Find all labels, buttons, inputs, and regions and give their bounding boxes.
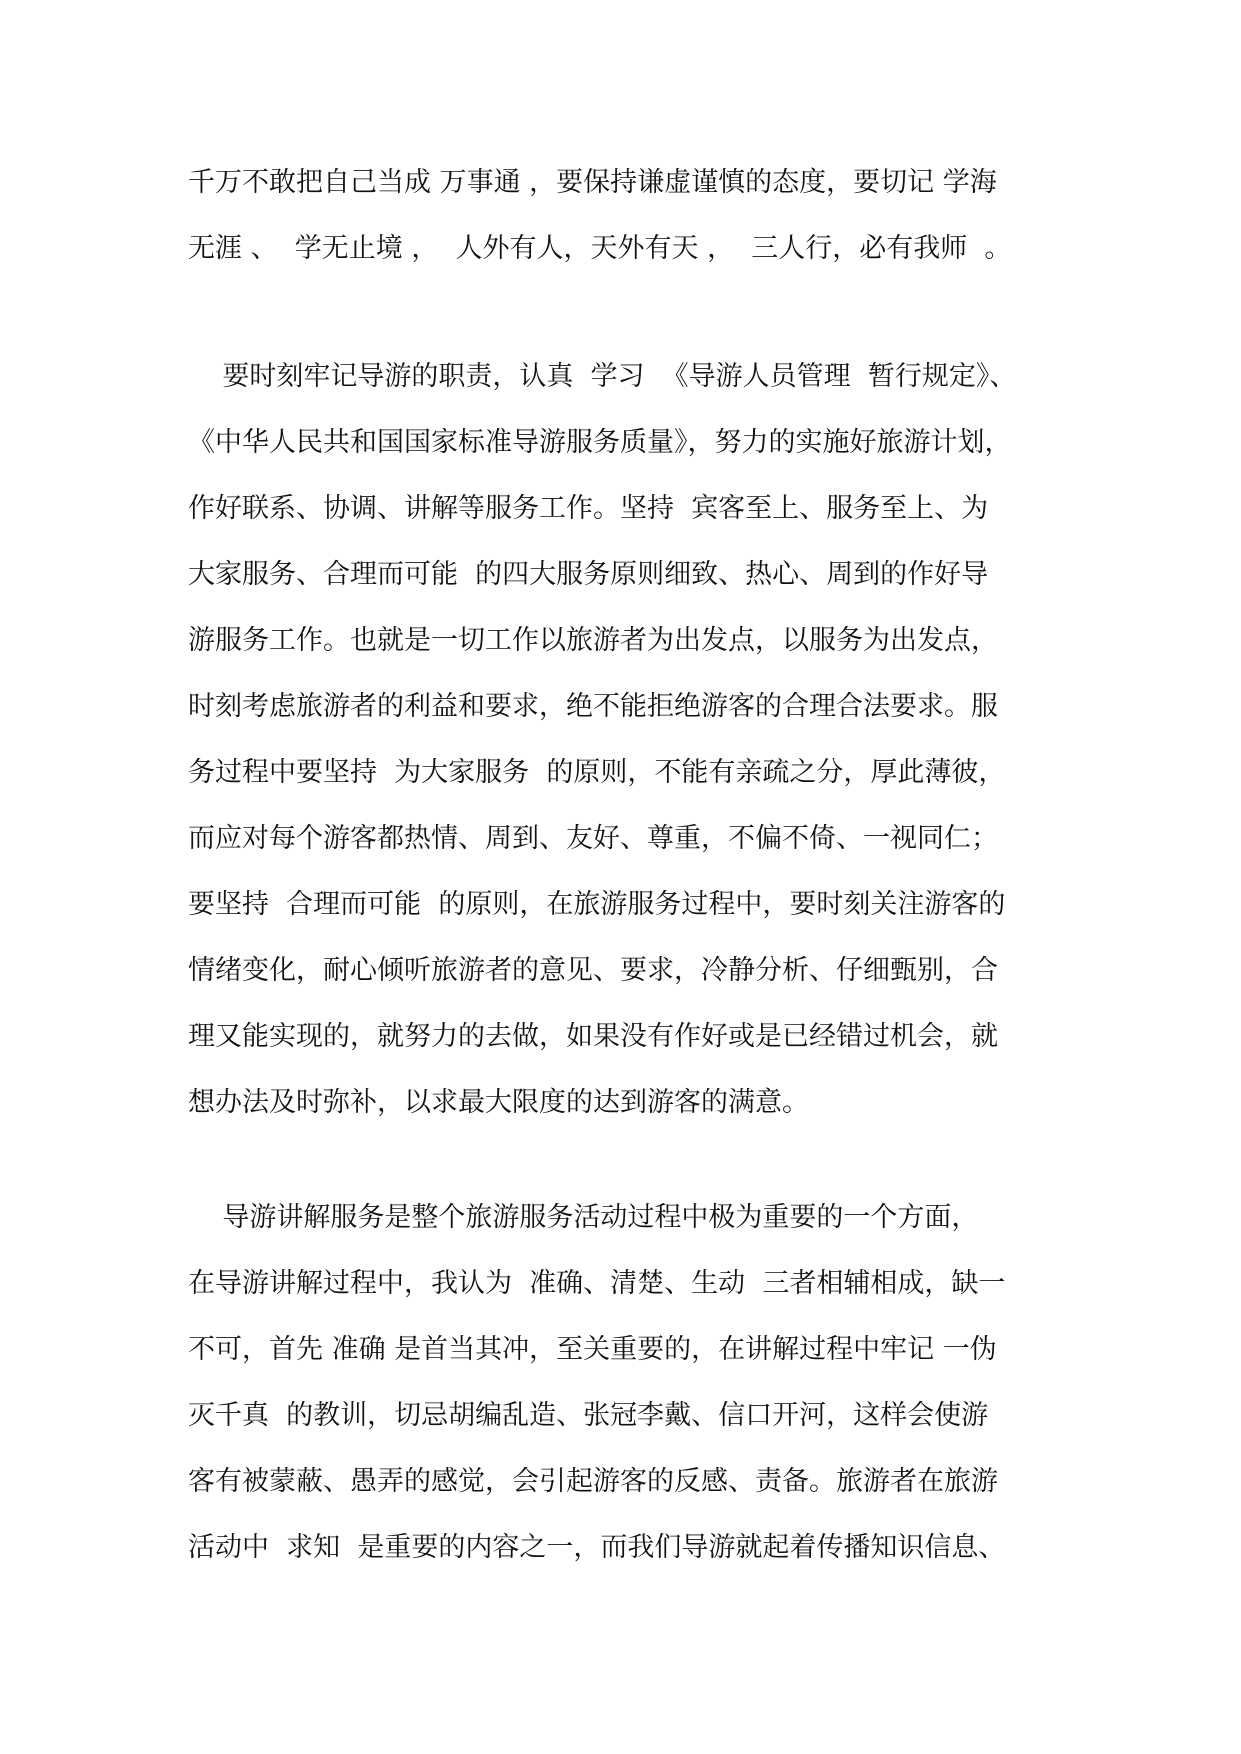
paragraph-line: 务过程中要坚持 为大家服务 的原则，不能有亲疏之分，厚此薄彼， — [188, 757, 1006, 788]
paragraph-line: 大家服务、合理而可能 的四大服务原则细致、热心、周到的作好导 — [188, 559, 989, 590]
paragraph-line: 情绪变化，耐心倾听旅游者的意见、要求，冷静分析、仔细甄别，合 — [188, 955, 998, 986]
paragraph-line: 灭千真 的教训，切忌胡编乱造、张冠李戴、信口开河，这样会使游 — [188, 1400, 989, 1431]
paragraph-line: 作好联系、协调、讲解等服务工作。坚持 宾客至上、服务至上、为 — [188, 493, 989, 524]
paragraph-line: 导游讲解服务是整个旅游服务活动过程中极为重要的一个方面， — [188, 1202, 979, 1233]
paragraph-line: 要坚持 合理而可能 的原则，在旅游服务过程中，要时刻关注游客的 — [188, 889, 1006, 920]
paragraph-line: 在导游讲解过程中，我认为 准确、清楚、生动 三者相辅相成，缺一 — [188, 1268, 1006, 1299]
paragraph-1 — [188, 150, 1068, 282]
paragraph-line: 活动中 求知 是重要的内容之一，而我们导游就起着传播知识信息、 — [188, 1532, 1006, 1563]
paragraph-2 — [188, 344, 1068, 1136]
paragraph-line: 想办法及时弥补，以求最大限度的达到游客的满意。 — [188, 1087, 809, 1118]
paragraph-line: 时刻考虑旅游者的利益和要求，绝不能拒绝游客的合理合法要求。服 — [188, 691, 998, 722]
paragraph-line: 游服务工作。也就是一切工作以旅游者为出发点，以服务为出发点， — [188, 625, 998, 656]
paragraph-line: 《中华人民共和国国家标准导游服务质量》，努力的实施好旅游计划， — [188, 427, 1012, 458]
paragraph-line: 客有被蒙蔽、愚弄的感觉，会引起游客的反感、责备。旅游者在旅游 — [188, 1466, 998, 1497]
paragraph-line: 无涯 、 学无止境 ， 人外有人，天外有天 ， 三人行，必有我师 。 — [188, 233, 1012, 264]
paragraph-line: 不可，首先 准确 是首当其冲，至关重要的，在讲解过程中牢记 一伪 — [188, 1334, 997, 1365]
paragraph-line: 要时刻牢记导游的职责，认真 学习 《导游人员管理 暂行规定》、 — [188, 361, 1017, 392]
paragraph-3 — [188, 1185, 1068, 1581]
paragraph-line: 而应对每个游客都热情、周到、友好、尊重，不偏不倚、一视同仁； — [188, 823, 998, 854]
paragraph-line: 千万不敢把自己当成 万事通 ，要保持谦虚谨慎的态度，要切记 学海 — [188, 167, 997, 198]
paragraph-line: 理又能实现的，就努力的去做，如果没有作好或是已经错过机会，就 — [188, 1021, 998, 1052]
